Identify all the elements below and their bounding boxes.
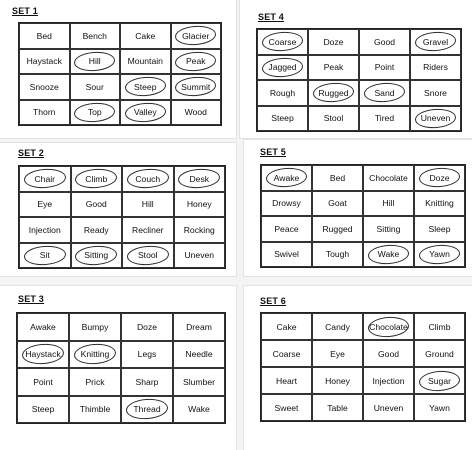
word-cell-circled: Desk bbox=[174, 166, 226, 192]
word-cell: Sweet bbox=[261, 394, 312, 421]
word-cell: Wake bbox=[173, 396, 225, 424]
set5-title: SET 5 bbox=[260, 147, 287, 157]
word-cell: Good bbox=[71, 192, 123, 218]
word-cell-circled: Thread bbox=[121, 396, 173, 424]
word-cell: Climb bbox=[414, 313, 465, 340]
word-cell: Eye bbox=[312, 340, 363, 367]
word-cell-circled: Knitting bbox=[69, 341, 121, 369]
word-cell-circled: Climb bbox=[71, 166, 123, 192]
set4-grid bbox=[256, 28, 462, 132]
word-cell: Cake bbox=[261, 313, 312, 340]
word-cell-circled: Awake bbox=[261, 165, 312, 191]
word-cell-circled: Glacier bbox=[171, 23, 222, 49]
word-cell-circled: Rugged bbox=[308, 80, 359, 106]
word-cell: Point bbox=[17, 368, 69, 396]
word-cell: Goat bbox=[312, 191, 363, 217]
set4-sheet bbox=[240, 0, 472, 138]
set6-grid bbox=[260, 312, 466, 422]
word-cell: Injection bbox=[19, 217, 71, 243]
word-cell: Sour bbox=[70, 74, 121, 100]
word-cell: Stool bbox=[308, 106, 359, 132]
word-cell-circled: Peak bbox=[171, 49, 222, 75]
set2-sheet bbox=[0, 143, 236, 276]
word-cell-circled: Couch bbox=[122, 166, 174, 192]
word-cell: Thimble bbox=[69, 396, 121, 424]
word-cell-circled: Uneven bbox=[410, 106, 461, 132]
word-cell: Mountain bbox=[120, 49, 171, 75]
word-cell: Table bbox=[312, 394, 363, 421]
word-cell-circled: Hill bbox=[70, 49, 121, 75]
word-cell: Good bbox=[363, 340, 414, 367]
word-cell: Hill bbox=[363, 191, 414, 217]
word-cell: Rugged bbox=[312, 216, 363, 242]
word-cell: Recliner bbox=[122, 217, 174, 243]
word-cell: Good bbox=[359, 29, 410, 55]
word-cell: Thorn bbox=[19, 100, 70, 126]
word-cell: Peace bbox=[261, 216, 312, 242]
word-cell-circled: Haystack bbox=[17, 341, 69, 369]
word-cell: Bed bbox=[19, 23, 70, 49]
word-cell: Ground bbox=[414, 340, 465, 367]
set6-sheet bbox=[244, 286, 472, 450]
word-cell: Bed bbox=[312, 165, 363, 191]
word-cell-circled: Top bbox=[70, 100, 121, 126]
word-cell: Rocking bbox=[174, 217, 226, 243]
word-cell: Honey bbox=[174, 192, 226, 218]
word-cell: Haystack bbox=[19, 49, 70, 75]
word-cell: Legs bbox=[121, 341, 173, 369]
word-cell: Drowsy bbox=[261, 191, 312, 217]
word-cell: Heart bbox=[261, 367, 312, 394]
word-cell: Cake bbox=[120, 23, 171, 49]
word-cell: Sharp bbox=[121, 368, 173, 396]
word-cell: Slumber bbox=[173, 368, 225, 396]
word-cell-circled: Chair bbox=[19, 166, 71, 192]
word-cell: Hill bbox=[122, 192, 174, 218]
word-cell-circled: Doze bbox=[414, 165, 465, 191]
word-cell: Needle bbox=[173, 341, 225, 369]
set5-grid bbox=[260, 164, 466, 268]
word-cell-circled: Wake bbox=[363, 242, 414, 268]
set1-title: SET 1 bbox=[12, 6, 39, 16]
word-cell: Sleep bbox=[414, 216, 465, 242]
word-cell: Snooze bbox=[19, 74, 70, 100]
word-cell-circled: Yawn bbox=[414, 242, 465, 268]
word-cell: Chocolate bbox=[363, 165, 414, 191]
word-cell-circled: Sugar bbox=[414, 367, 465, 394]
word-cell: Uneven bbox=[363, 394, 414, 421]
word-cell: Awake bbox=[17, 313, 69, 341]
word-cell: Bumpy bbox=[69, 313, 121, 341]
set5-sheet bbox=[244, 140, 472, 276]
word-cell: Steep bbox=[17, 396, 69, 424]
word-cell: Tough bbox=[312, 242, 363, 268]
set4-title: SET 4 bbox=[258, 12, 285, 22]
word-cell: Peak bbox=[308, 55, 359, 81]
word-cell: Doze bbox=[308, 29, 359, 55]
set3-sheet bbox=[0, 286, 236, 450]
word-cell: Dream bbox=[173, 313, 225, 341]
word-cell: Uneven bbox=[174, 243, 226, 269]
set2-title: SET 2 bbox=[18, 148, 45, 158]
word-cell: Steep bbox=[257, 106, 308, 132]
word-cell: Prick bbox=[69, 368, 121, 396]
word-cell: Swivel bbox=[261, 242, 312, 268]
word-cell: Doze bbox=[121, 313, 173, 341]
word-cell-circled: Chocolate bbox=[363, 313, 414, 340]
word-cell-circled: Coarse bbox=[257, 29, 308, 55]
word-cell: Point bbox=[359, 55, 410, 81]
word-cell: Knitting bbox=[414, 191, 465, 217]
word-cell: Sitting bbox=[363, 216, 414, 242]
set6-title: SET 6 bbox=[260, 296, 287, 306]
word-cell-circled: Sand bbox=[359, 80, 410, 106]
word-cell: Coarse bbox=[261, 340, 312, 367]
word-cell-circled: Steep bbox=[120, 74, 171, 100]
word-cell-circled: Sitting bbox=[71, 243, 123, 269]
word-cell-circled: Sit bbox=[19, 243, 71, 269]
word-cell: Snore bbox=[410, 80, 461, 106]
word-cell: Wood bbox=[171, 100, 222, 126]
set1-grid bbox=[18, 22, 222, 126]
word-cell-circled: Gravel bbox=[410, 29, 461, 55]
word-cell: Bench bbox=[70, 23, 121, 49]
set2-grid bbox=[18, 165, 226, 269]
word-cell: Tired bbox=[359, 106, 410, 132]
word-cell: Eye bbox=[19, 192, 71, 218]
set3-title: SET 3 bbox=[18, 294, 45, 304]
set1-sheet bbox=[0, 0, 236, 138]
set3-grid bbox=[16, 312, 226, 424]
word-cell: Rough bbox=[257, 80, 308, 106]
word-cell: Riders bbox=[410, 55, 461, 81]
word-cell-circled: Jagged bbox=[257, 55, 308, 81]
word-cell-circled: Summit bbox=[171, 74, 222, 100]
word-cell-circled: Stool bbox=[122, 243, 174, 269]
word-cell: Injection bbox=[363, 367, 414, 394]
word-cell: Honey bbox=[312, 367, 363, 394]
word-cell: Ready bbox=[71, 217, 123, 243]
word-cell-circled: Valley bbox=[120, 100, 171, 126]
word-cell: Candy bbox=[312, 313, 363, 340]
word-cell: Yawn bbox=[414, 394, 465, 421]
